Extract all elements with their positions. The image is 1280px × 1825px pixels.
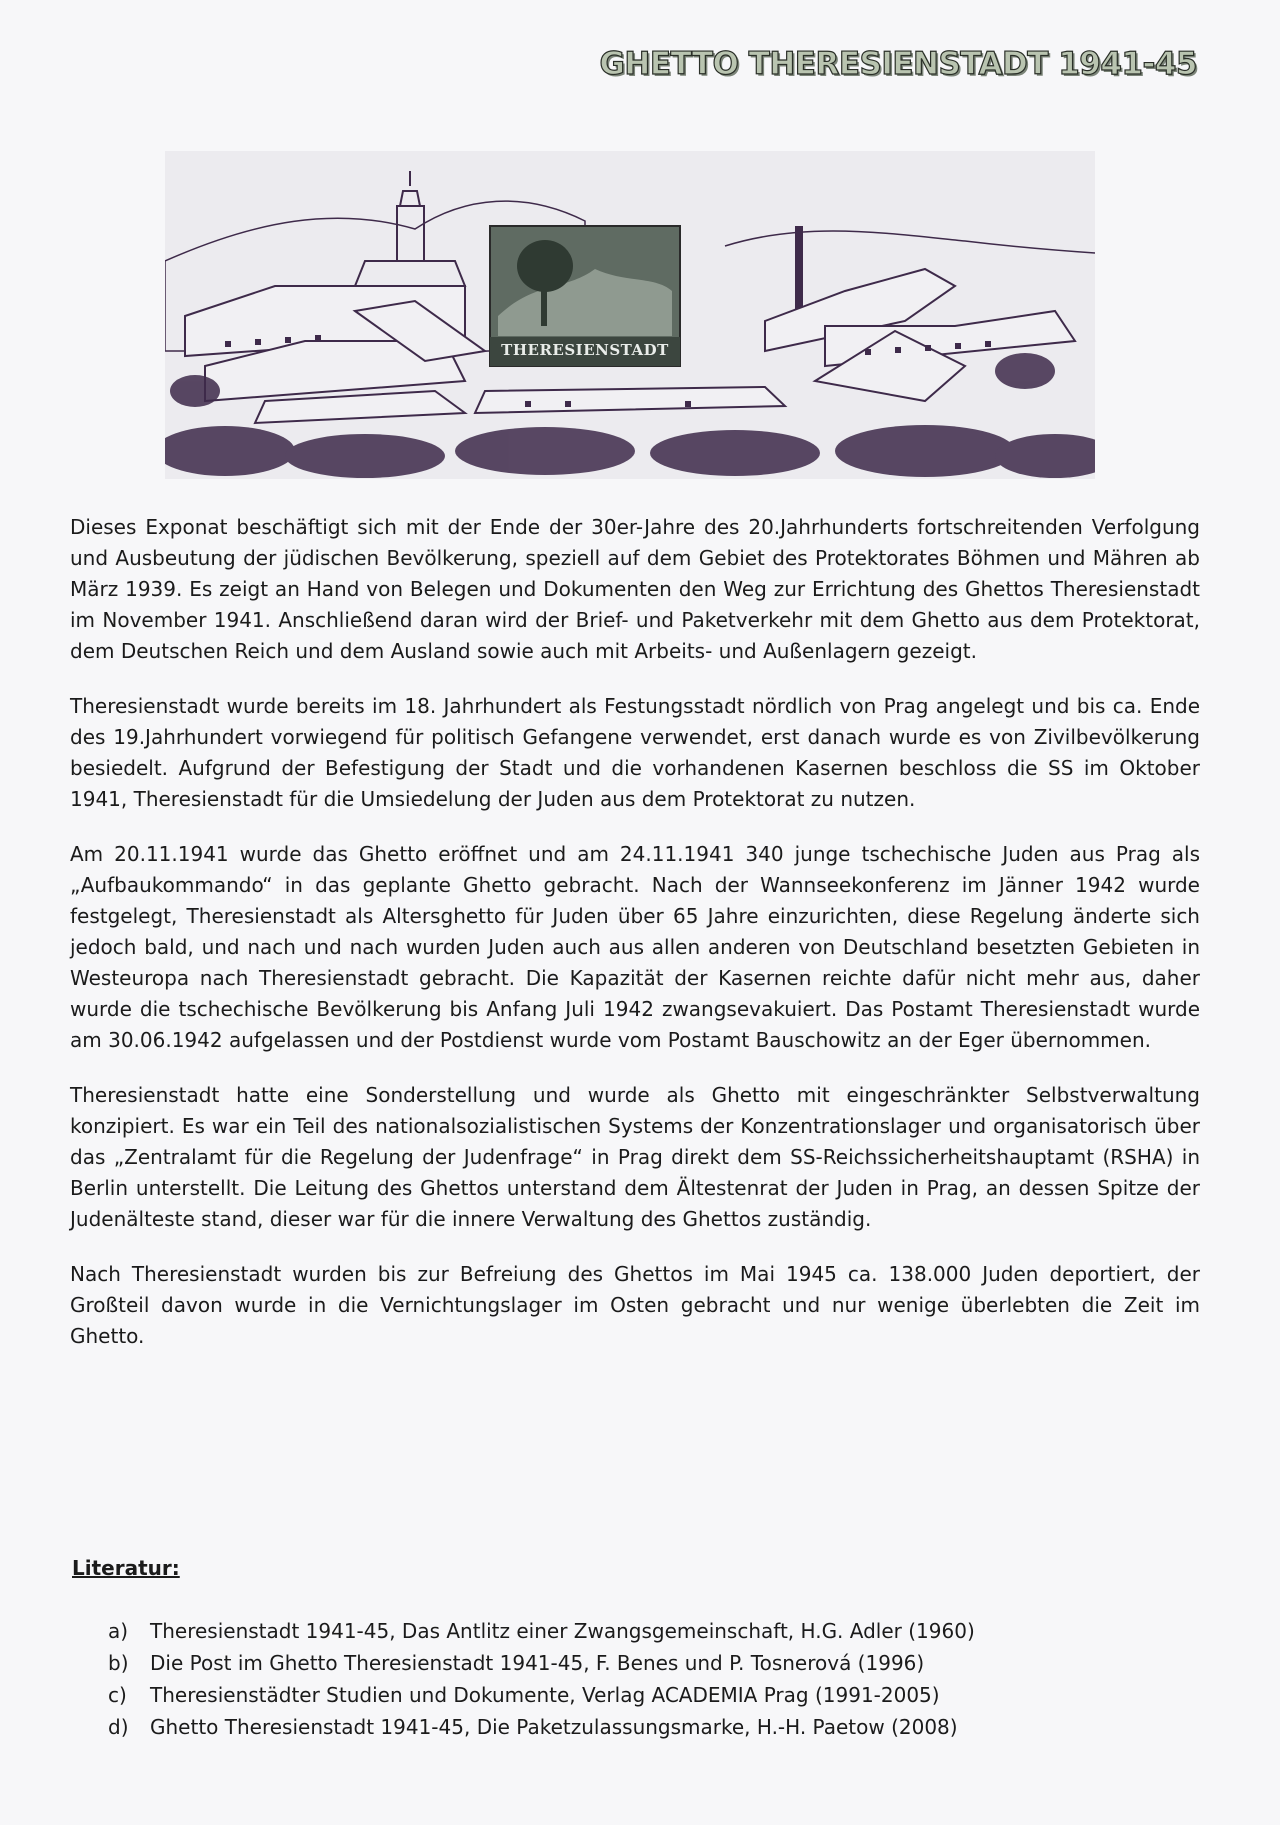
paragraph-opening: Am 20.11.1941 wurde das Ghetto eröffnet und am 24.11.1941 340 junge tschechische Juden aus Prag als „Aufbaukommando“ in das geplante Ghetto gebracht. Nach der Wannseekonferenz im Jänner 1942 wurde festgelegt, Theresienstadt als Altersghetto für Juden über 65 Jahre einzurichten, diese Regelung änderte sich jedoch bald, und nach und nach wurden Juden auch aus allen anderen von Deutschland besetzten Gebieten in Westeuropa nach Theresienstadt gebracht. Die Kapazität der Kasernen reichte dafür nicht mehr aus, daher wurde die tschechische Bevölkerung bis Anfang Juli 1942 zwangsevakuiert. Das Postamt Theresienstadt wurde am 30.06.1942 aufgelassen und der Postdienst wurde vom Postamt Bauschowitz an der Eger übernommen. — [70, 842, 1200, 1052]
town-engraving — [165, 151, 1095, 479]
paragraph-intro: Dieses Exponat beschäftigt sich mit der Ende der 30er-Jahre des 20.Jahrhunderts fortschreitenden Verfolgung und Ausbeutung der jüdischen Bevölkerung, speziell auf dem Gebiet des Protektorates Böhmen und Mähren ab März 1939. Es zeigt an Hand von Belegen und Dokumenten den Weg zur Errichtung des Ghettos Theresienstadt im November 1941. Anschließend daran wird der Brief- und Paketverkehr mit dem Ghetto aus dem Protektorat, dem Deutschen Reich und dem Ausland sowie auch mit Arbeits- und Außenlagern gezeigt. — [70, 515, 1200, 663]
list-marker: c) — [108, 1683, 127, 1707]
list-item — [108, 1679, 1208, 1711]
list-item-text: Die Post im Ghetto Theresienstadt 1941-45, F. Benes und P. Tosnerová (1996) — [150, 1651, 925, 1675]
literature-heading: Literatur: — [72, 1556, 180, 1580]
paragraph-history: Theresienstadt wurde bereits im 18. Jahrhundert als Festungsstadt nördlich von Prag angelegt und bis ca. Ende des 19.Jahrhundert vorwiegend für politisch Gefangene verwendet, erst danach wurde es von Zivilbevölkerung besiedelt. Aufgrund der Befestigung der Stadt und die vorhandenen Kasernen beschloss die SS im Oktober 1941, Theresienstadt für die Umsiedelung der Juden aus dem Protektorat zu nutzen. — [70, 694, 1200, 811]
article-body — [70, 512, 1200, 1376]
page-title: GHETTO THERESIENSTADT 1941-45 — [599, 46, 1197, 82]
list-item — [108, 1615, 1208, 1647]
stamp-label: THERESIENSTADT — [501, 341, 669, 359]
list-item-text: Theresienstadt 1941-45, Das Antlitz einer Zwangsgemeinschaft, H.G. Adler (1960) — [150, 1619, 975, 1643]
list-item-text: Ghetto Theresienstadt 1941-45, Die Paketzulassungsmarke, H.-H. Paetow (2008) — [150, 1715, 958, 1739]
list-marker: d) — [108, 1715, 129, 1739]
list-item — [108, 1647, 1208, 1679]
list-item — [108, 1711, 1208, 1743]
paragraph-administration: Theresienstadt hatte eine Sonderstellung und wurde als Ghetto mit eingeschränkter Selbstverwaltung konzipiert. Es war ein Teil des nationalsozialistischen Systems der Konzentrationslager und organisatorisch über das „Zentralamt für die Regelung der Judenfrage“ in Prag direkt dem SS-Reichssicherheitshauptamt (RSHA) in Berlin unterstellt. Die Leitung des Ghettos unterstand dem Ältestenrat der Juden in Prag, an dessen Spitze der Judenälteste stand, dieser war für die innere Verwaltung des Ghettos zuständig. — [70, 1083, 1200, 1231]
paragraph-deportations: Nach Theresienstadt wurden bis zur Befreiung des Ghettos im Mai 1945 ca. 138.000 Juden deportiert, der Großteil davon wurde in die Vernichtungslager im Osten gebracht und nur wenige überlebten die Zeit im Ghetto. — [70, 1262, 1200, 1348]
list-marker: b) — [108, 1651, 129, 1675]
list-marker: a) — [108, 1619, 129, 1643]
literature-list — [108, 1615, 1208, 1743]
town-illustration — [165, 151, 1095, 479]
list-item-text: Theresienstädter Studien und Dokumente, Verlag ACADEMIA Prag (1991-2005) — [150, 1683, 940, 1707]
